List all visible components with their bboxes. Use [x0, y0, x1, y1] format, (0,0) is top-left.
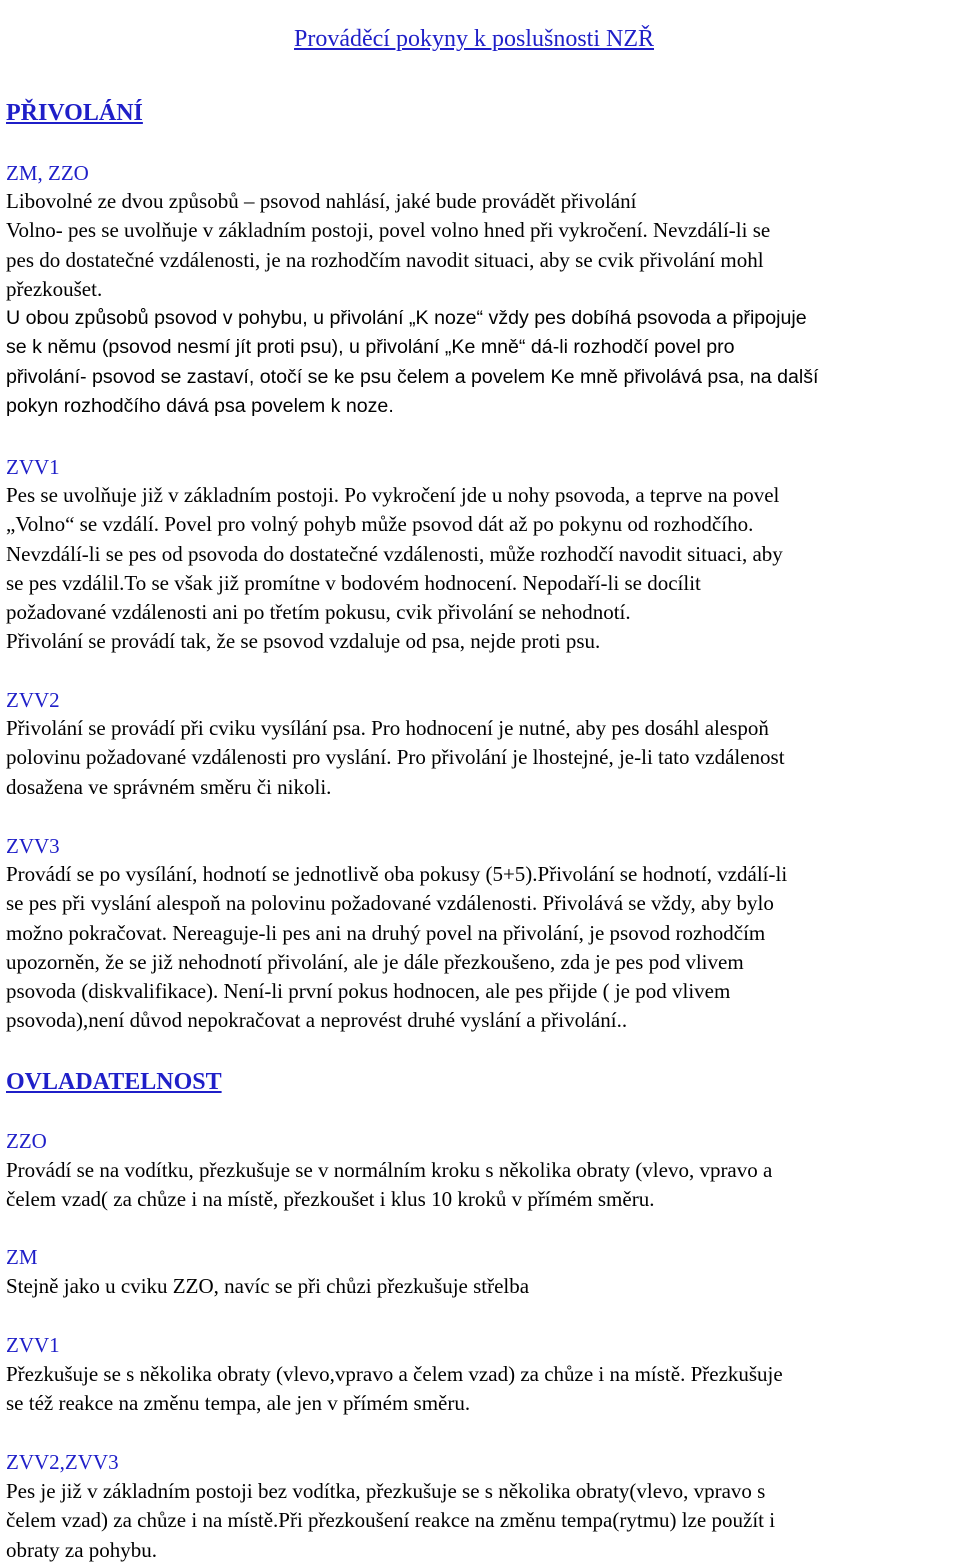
block-label-zm-zzo: ZM, ZZO	[6, 161, 89, 185]
text-line: Libovolné ze dvou způsobů – psovod nahlásí, jaké bude provádět přivolání	[6, 189, 637, 213]
text-line: Volno- pes se uvolňuje v základním postoji, povel volno hned při vykročení. Nevzdálí-li se	[6, 218, 771, 243]
text-line: Nevzdálí-li se pes od psovoda do dostatečné vzdálenosti, může rozhodčí navodit situaci, aby	[6, 541, 783, 566]
block-label-zvv1: ZVV1	[6, 455, 60, 479]
block-text-zvv3	[6, 860, 956, 1036]
text-line: psovoda),není důvod nepokračovat a neprovést druhé vyslání a přivolání..	[6, 1008, 628, 1033]
text-line: se též reakce na změnu tempa, ale jen v přímém směru.	[6, 1391, 471, 1416]
text-line: Stejně jako u cviku ZZO, navíc se při chůzi přezkušuje střelba	[6, 1274, 530, 1298]
text-line: obraty za pohybu.	[6, 1537, 158, 1562]
text-line: čelem vzad( za chůze i na místě, přezkoušet i klus 10 kroků v přímém směru.	[6, 1187, 655, 1212]
text-line: polovinu požadované vzdálenosti pro vyslání. Pro přivolání je lhostejné, je-li tato vzdálenost	[6, 745, 785, 770]
block-text-zvv1	[6, 481, 956, 657]
text-line: „Volno“ se vzdálí. Povel pro volný pohyb může psovod dát až po pokynu od rozhodčího.	[6, 512, 754, 537]
text-line: přivolání- psovod se zastaví, otočí se ke psu čelem a povelem Ke mně přivolává psa, na další	[6, 365, 819, 388]
block-label-zvv2-zvv3: ZVV2,ZVV3	[6, 1450, 119, 1474]
text-line: požadované vzdálenosti ani po třetím pokusu, cvik přivolání se nehodnotí.	[6, 600, 631, 625]
block-text-zvv2	[6, 714, 956, 802]
text-line: se pes vzdálil.To se však již promítne v bodovém hodnocení. Nepodaří-li se docílit	[6, 570, 701, 595]
text-line: Pes se uvolňuje již v základním postoji. Po vykročení jde u nohy psovoda, a teprve na povel	[6, 483, 780, 507]
document-title: Prováděcí pokyny k poslušnosti NZŘ	[294, 26, 654, 53]
block-text-zm	[6, 1272, 956, 1301]
text-line: dosažena ve správném směru či nikoli.	[6, 774, 332, 799]
block-label-zvv3: ZVV3	[6, 834, 60, 858]
text-line: Provádí se po vysílání, hodnotí se jednotlivě oba pokusy (5+5).Přivolání se hodnotí, vzdálí-li	[6, 862, 788, 886]
text-line: Přivolání se provádí při cviku vysílání psa. Pro hodnocení je nutné, aby pes dosáhl alespoň	[6, 716, 769, 740]
text-line: možno pokračovat. Nereaguje-li pes ani na druhý povel na přivolání, je psovod rozhodčím	[6, 920, 766, 945]
text-line: přezkoušet.	[6, 276, 103, 301]
text-line: se k němu (psovod nesmí jít proti psu), u přivolání „Ke mně“ dá-li rozhodčí povel pro	[6, 336, 735, 359]
block-label-zvv1-ovladatelnost: ZVV1	[6, 1333, 60, 1357]
text-line: U obou způsobů psovod v pohybu, u přivolání „K noze“ vždy pes dobíhá psovoda a připojuje	[6, 307, 807, 330]
text-line: se pes při vyslání alespoň na polovinu požadované vzdálenosti. Přivolává se vždy, aby bylo	[6, 891, 774, 916]
text-line: upozorněn, že se již nehodnotí přivolání, ale je dále přezkoušeno, zda je pes pod vlivem	[6, 949, 744, 974]
text-line: pokyn rozhodčího dává psa povelem k noze.	[6, 395, 394, 418]
block-text-zm-zzo	[6, 187, 956, 421]
text-line: Provádí se na vodítku, přezkušuje se v normálním kroku s několika obraty (vlevo, vpravo a	[6, 1158, 773, 1182]
text-line: Přivolání se provádí tak, že se psovod vzdaluje od psa, nejde proti psu.	[6, 629, 601, 654]
block-label-zvv2: ZVV2	[6, 688, 60, 712]
block-text-zvv1-ovladatelnost	[6, 1360, 956, 1419]
text-line: psovoda (diskvalifikace). Není-li první pokus hodnocen, ale pes přijde ( je pod vlivem	[6, 979, 731, 1004]
text-line: pes do dostatečné vzdálenosti, je na rozhodčím navodit situaci, aby se cvik přivolání mohl	[6, 247, 764, 272]
text-line: Pes je již v základním postoji bez vodítka, přezkušuje se s několika obraty(vlevo, vpravo s	[6, 1479, 766, 1503]
text-line: Přezkušuje se s několika obraty (vlevo,vpravo a čelem vzad) za chůze i na místě. Přezkušuje	[6, 1362, 783, 1386]
block-text-zzo	[6, 1156, 956, 1215]
block-label-zm: ZM	[6, 1245, 38, 1269]
text-line: čelem vzad) za chůze i na místě.Při přezkoušení reakce na změnu tempa(rytmu) lze použít i	[6, 1508, 776, 1533]
block-text-zvv2-zvv3	[6, 1477, 956, 1565]
section-heading-ovladatelnost: OVLADATELNOST	[6, 1069, 222, 1095]
block-label-zzo: ZZO	[6, 1129, 47, 1153]
section-heading-privolani: PŘIVOLÁNÍ	[6, 100, 143, 126]
